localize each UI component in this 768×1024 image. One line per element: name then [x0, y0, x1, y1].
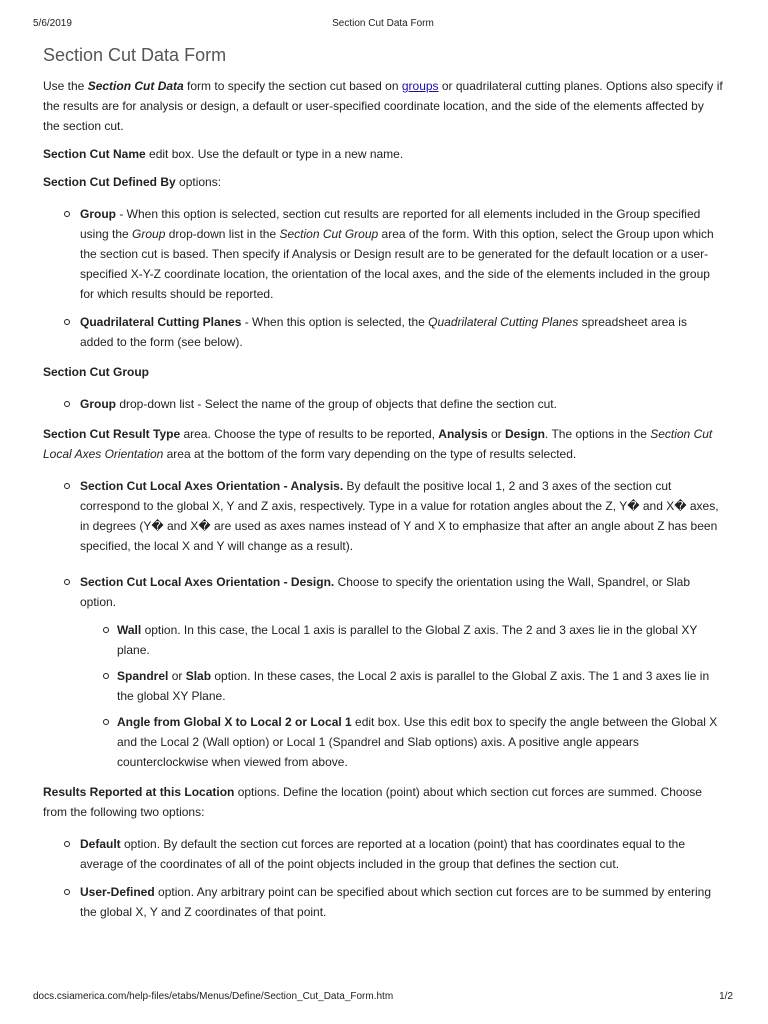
print-title: Section Cut Data Form	[332, 18, 434, 29]
intro-paragraph: Use the Section Cut Data form to specify the section cut based on groups or quadrilateral cutting planes. Options also specify if the results are for analysis or design, a default or user-specified coordinate location, and the side of the elements affected by the section cut.	[43, 79, 723, 133]
axes-orientation-list	[43, 476, 723, 772]
print-date: 5/6/2019	[33, 18, 72, 29]
result-type-paragraph: Section Cut Result Type area. Choose the type of results to be reported, Analysis or Design. The options in the Section Cut Local Axes Orientation area at the bottom of the form vary depending on the type of results selected.	[43, 427, 713, 461]
list-item-axes-analysis: Section Cut Local Axes Orientation - Analysis. By default the positive local 1, 2 and 3 axes of the section cut correspond to the global X, Y and Z axis, respectively. Type in a value for rotation angles about the Z, Y� and X� axes, in degrees (Y� and X� are used as axes names instead of Y and X to emphasize that after an angle about Z has been specified, the local X and Y will change as a result).	[43, 476, 723, 556]
list-item-wall: Wall option. In this case, the Local 1 axis is parallel to the Global Z axis. The 2 and 3 axes lie in the global XY plane.	[80, 620, 723, 660]
groups-link[interactable]: groups	[401, 79, 439, 93]
print-url: docs.csiamerica.com/help-files/etabs/Menus/Define/Section_Cut_Data_Form.htm	[33, 991, 394, 1002]
defined-by-paragraph: Section Cut Defined By options:	[43, 175, 222, 189]
list-item-quadrilateral: Quadrilateral Cutting Planes - When this option is selected, the Quadrilateral Cutting Planes spreadsheet area is added to the form (see below).	[43, 312, 723, 352]
design-options-list	[80, 620, 723, 772]
defined-by-list	[43, 204, 723, 352]
list-item-angle: Angle from Global X to Local 2 or Local 1 edit box. Use this edit box to specify the angle between the Global X and the Local 2 (Wall option) or Local 1 (Spandrel and Slab options) axis. A positive angle appears counterclockwise when viewed from above.	[80, 712, 723, 772]
list-item-user-defined: User-Defined option. Any arbitrary point can be specified about which section cut forces are to be summed by entering the global X, Y and Z coordinates of that point.	[43, 882, 723, 922]
group-list	[43, 394, 723, 414]
page-number: 1/2	[719, 991, 733, 1002]
list-item-axes-design: Section Cut Local Axes Orientation - Design. Choose to specify the orientation using the Wall, Spandrel, or Slab option. Wall option. In this case, the Local 1 axis is parallel to the Global Z axis. The 2 and 3 axes lie in the global XY plane. Spandrel or Slab option. In these cases, the Local 2 axis is parallel to the Global Z axis. The 1 and 3 axes lie in the global XY Plane. Angle from Global X to Local 2 or Local 1 edit box. Use this edit box to specify the angle between the Global X and the Local 2 (Wall option) or Local 1 (Spandrel and Slab options) axis. A positive angle appears counterclockwise when viewed from above.	[43, 572, 723, 772]
print-header	[33, 18, 733, 32]
document-body	[43, 42, 723, 932]
list-item-group-dropdown: Group drop-down list - Select the name of the group of objects that define the section cut.	[43, 394, 723, 414]
location-options-list	[43, 834, 723, 922]
list-item-default: Default option. By default the section cut forces are reported at a location (point) that has coordinates equal to the average of the coordinates of all of the point objects included in the group that defines the section cut.	[43, 834, 723, 874]
list-item-spandrel-slab: Spandrel or Slab option. In these cases, the Local 2 axis is parallel to the Global Z axis. The 1 and 3 axes lie in the global XY Plane.	[80, 666, 723, 706]
location-paragraph: Results Reported at this Location options. Define the location (point) about which section cut forces are summed. Choose from the following two options:	[43, 785, 702, 819]
section-cut-group-heading: Section Cut Group	[43, 365, 149, 379]
list-item-group: Group - When this option is selected, section cut results are reported for all elements included in the Group specified using the Group drop-down list in the Section Cut Group area of the form. With this option, select the Group upon which the section cut is based. Then specify if Analysis or Design result are to be generated for the default location or a user-specified X-Y-Z coordinate location, the orientation of the local axes, and the side of the elements included in the group for which results should be reported.	[43, 204, 723, 304]
section-cut-name-paragraph: Section Cut Name edit box. Use the default or type in a new name.	[43, 147, 404, 161]
page-title: Section Cut Data Form	[43, 45, 227, 65]
